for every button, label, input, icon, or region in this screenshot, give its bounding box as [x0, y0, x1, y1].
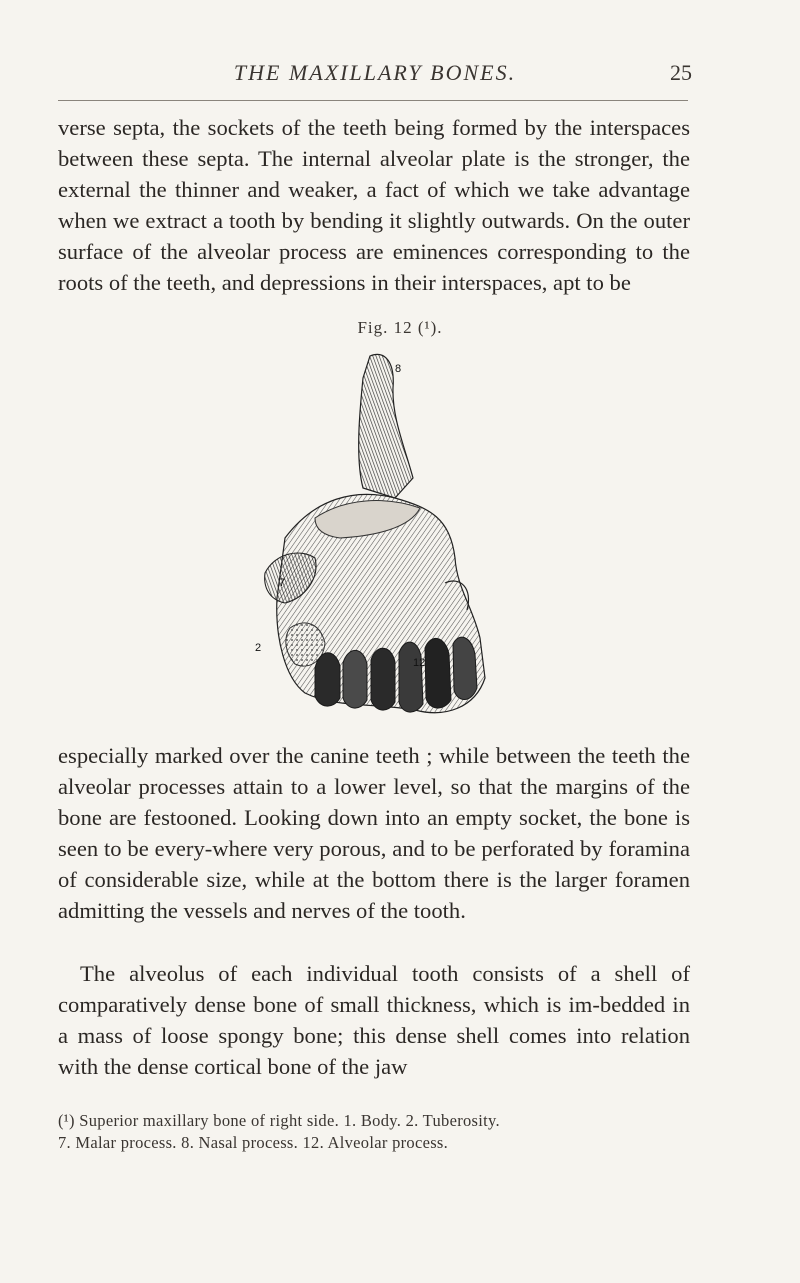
nasal-process [359, 354, 413, 498]
label-alveolar-process: 12 [413, 657, 426, 669]
running-title: THE MAXILLARY BONES. [233, 60, 517, 85]
page-number: 25 [670, 60, 692, 85]
body-paragraph-3: The alveolus of each individual tooth consists of a shell of comparatively dense bone of small thickness, which is im-bedded in a mass of loose spongy bone; this dense shell comes into relation with the dense cortical bone of the jaw [58, 961, 690, 1079]
body-paragraph-1: verse septa, the sockets of the teeth being formed by the interspaces between these septa. The internal alveolar plate is the stronger, the external the thinner and weaker, a fact of which we take advantage when we extract a tooth by bending it slightly outwards. On the outer surface of the alveolar process are eminences corresponding to the roots of the teeth, and depressions in their interspaces, apt to be [58, 115, 690, 295]
label-nasal-process: 8 [395, 363, 402, 375]
running-head [60, 60, 690, 92]
maxillary-bone-illustration [245, 348, 495, 732]
footnote-line-1: (¹) Superior maxillary bone of right side. 1. Body. 2. Tuberosity. [58, 1111, 500, 1130]
body-paragraph-2: especially marked over the canine teeth ; while between the teeth the alveolar processes attain to a lower level, so that the margins of the bone are festooned. Looking down into an empty socket, the bone is seen to be every-where very porous, and to be perforated by foramina of considerable size, while at the bottom there is the larger foramen admitting the vessels and nerves of the tooth. [58, 743, 690, 923]
footnote-line-2: 7. Malar process. 8. Nasal process. 12. Alveolar process. [58, 1133, 449, 1152]
label-malar-process: 7 [279, 577, 286, 589]
figure-footnote [58, 1110, 690, 1154]
header-rule [58, 100, 688, 101]
label-tuberosity: 2 [255, 642, 262, 654]
figure-caption: Fig. 12 (¹). [357, 318, 443, 337]
